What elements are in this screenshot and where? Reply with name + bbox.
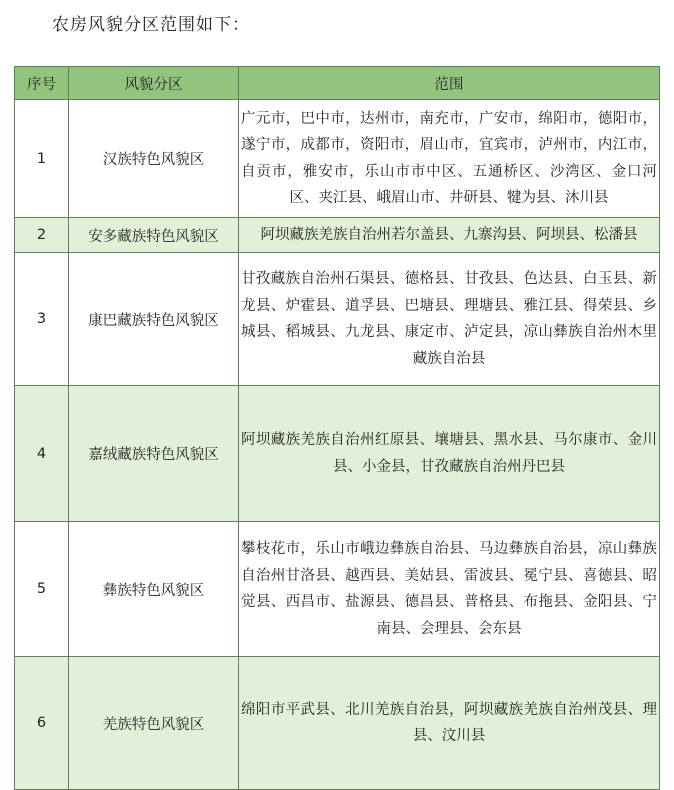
header-range: 范围 [239,67,660,100]
row-range: 绵阳市平武县、北川羌族自治县，阿坝藏族羌族自治州茂县、理县、汶川县 [239,657,660,790]
row-no: 3 [15,253,69,386]
row-zone: 安多藏族特色风貌区 [69,218,239,253]
row-range: 广元市，巴中市，达州市，南充市，广安市，绵阳市，德阳市，遂宁市，成都市，资阳市，眉山市，宜宾市，泸州市，内江市，自贡市，雅安市，乐山市市中区、五通桥区、沙湾区、金口河区、夹江县、峨眉山市、井研县、犍为县、沐川县 [239,100,660,218]
row-zone: 彝族特色风貌区 [69,522,239,657]
row-range: 甘孜藏族自治州石渠县、德格县、甘孜县、色达县、白玉县、新龙县、炉霍县、道孚县、巴塘县、理塘县、雅江县、得荣县、乡城县、稻城县、九龙县、康定市、泸定县，凉山彝族自治州木里藏族自治县 [239,253,660,386]
row-zone: 汉族特色风貌区 [69,100,239,218]
row-no: 1 [15,100,69,218]
table-row [15,657,660,790]
row-range: 攀枝花市，乐山市峨边彝族自治县、马边彝族自治县，凉山彝族自治州甘洛县、越西县、美姑县、雷波县、冕宁县、喜德县、昭觉县、西昌市、盐源县、德昌县、普格县、布拖县、金阳县、宁南县、会理县、会东县 [239,522,660,657]
table-row [15,386,660,522]
table-row [15,218,660,253]
row-range: 阿坝藏族羌族自治州若尔盖县、九寨沟县、阿坝县、松潘县 [239,218,660,253]
header-zone: 风貌分区 [69,67,239,100]
zone-table [14,66,660,790]
row-no: 4 [15,386,69,522]
row-range: 阿坝藏族羌族自治州红原县、壤塘县、黑水县、马尔康市、金川县、小金县，甘孜藏族自治州丹巴县 [239,386,660,522]
row-zone: 羌族特色风貌区 [69,657,239,790]
header-no: 序号 [15,67,69,100]
row-zone: 康巴藏族特色风貌区 [69,253,239,386]
row-no: 2 [15,218,69,253]
row-no: 5 [15,522,69,657]
table-header-row [15,67,660,100]
row-zone: 嘉绒藏族特色风貌区 [69,386,239,522]
table-row [15,100,660,218]
page-title: 农房风貌分区范围如下： [52,15,250,35]
table-row [15,522,660,657]
row-no: 6 [15,657,69,790]
table-row [15,253,660,386]
